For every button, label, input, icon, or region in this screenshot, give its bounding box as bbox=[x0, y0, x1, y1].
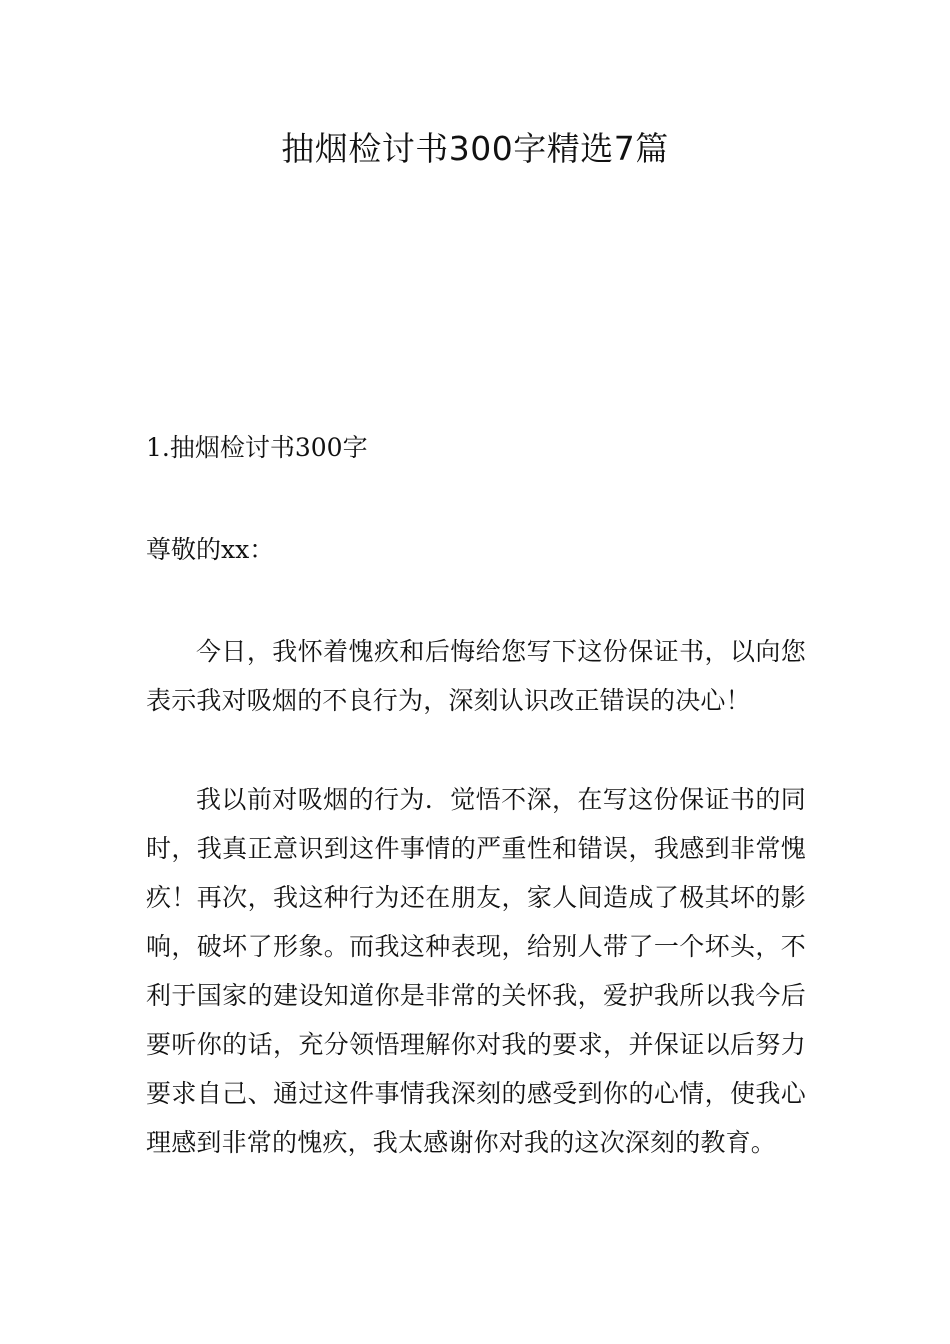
paragraph: 今日，我怀着愧疚和后悔给您写下这份保证书，以向您表示我对吸烟的不良行为，深刻认识改正错误的决心！ bbox=[146, 637, 806, 715]
salutation: 尊敬的xx： bbox=[146, 535, 275, 564]
document-title: 抽烟检讨书300字精选7篇 bbox=[281, 129, 669, 168]
paragraph: 我以前对吸烟的行为．觉悟不深，在写这份保证书的同时，我真正意识到这件事情的严重性和错误，我感到非常愧疚！再次，我这种行为还在朋友，家人间造成了极其坏的影响，破坏了形象。而我这种表现，给别人带了一个坏头，不利于国家的建设知道你是非常的关怀我，爱护我所以我今后要听你的话，充分领悟理解你对我的要求，并保证以后努力要求自己、通过这件事情我深刻的感受到你的心情，使我心理感到非常的愧疚，我太感谢你对我的这次深刻的教育。 bbox=[146, 785, 806, 1157]
section-heading: 1.抽烟检讨书300字 bbox=[146, 433, 368, 462]
